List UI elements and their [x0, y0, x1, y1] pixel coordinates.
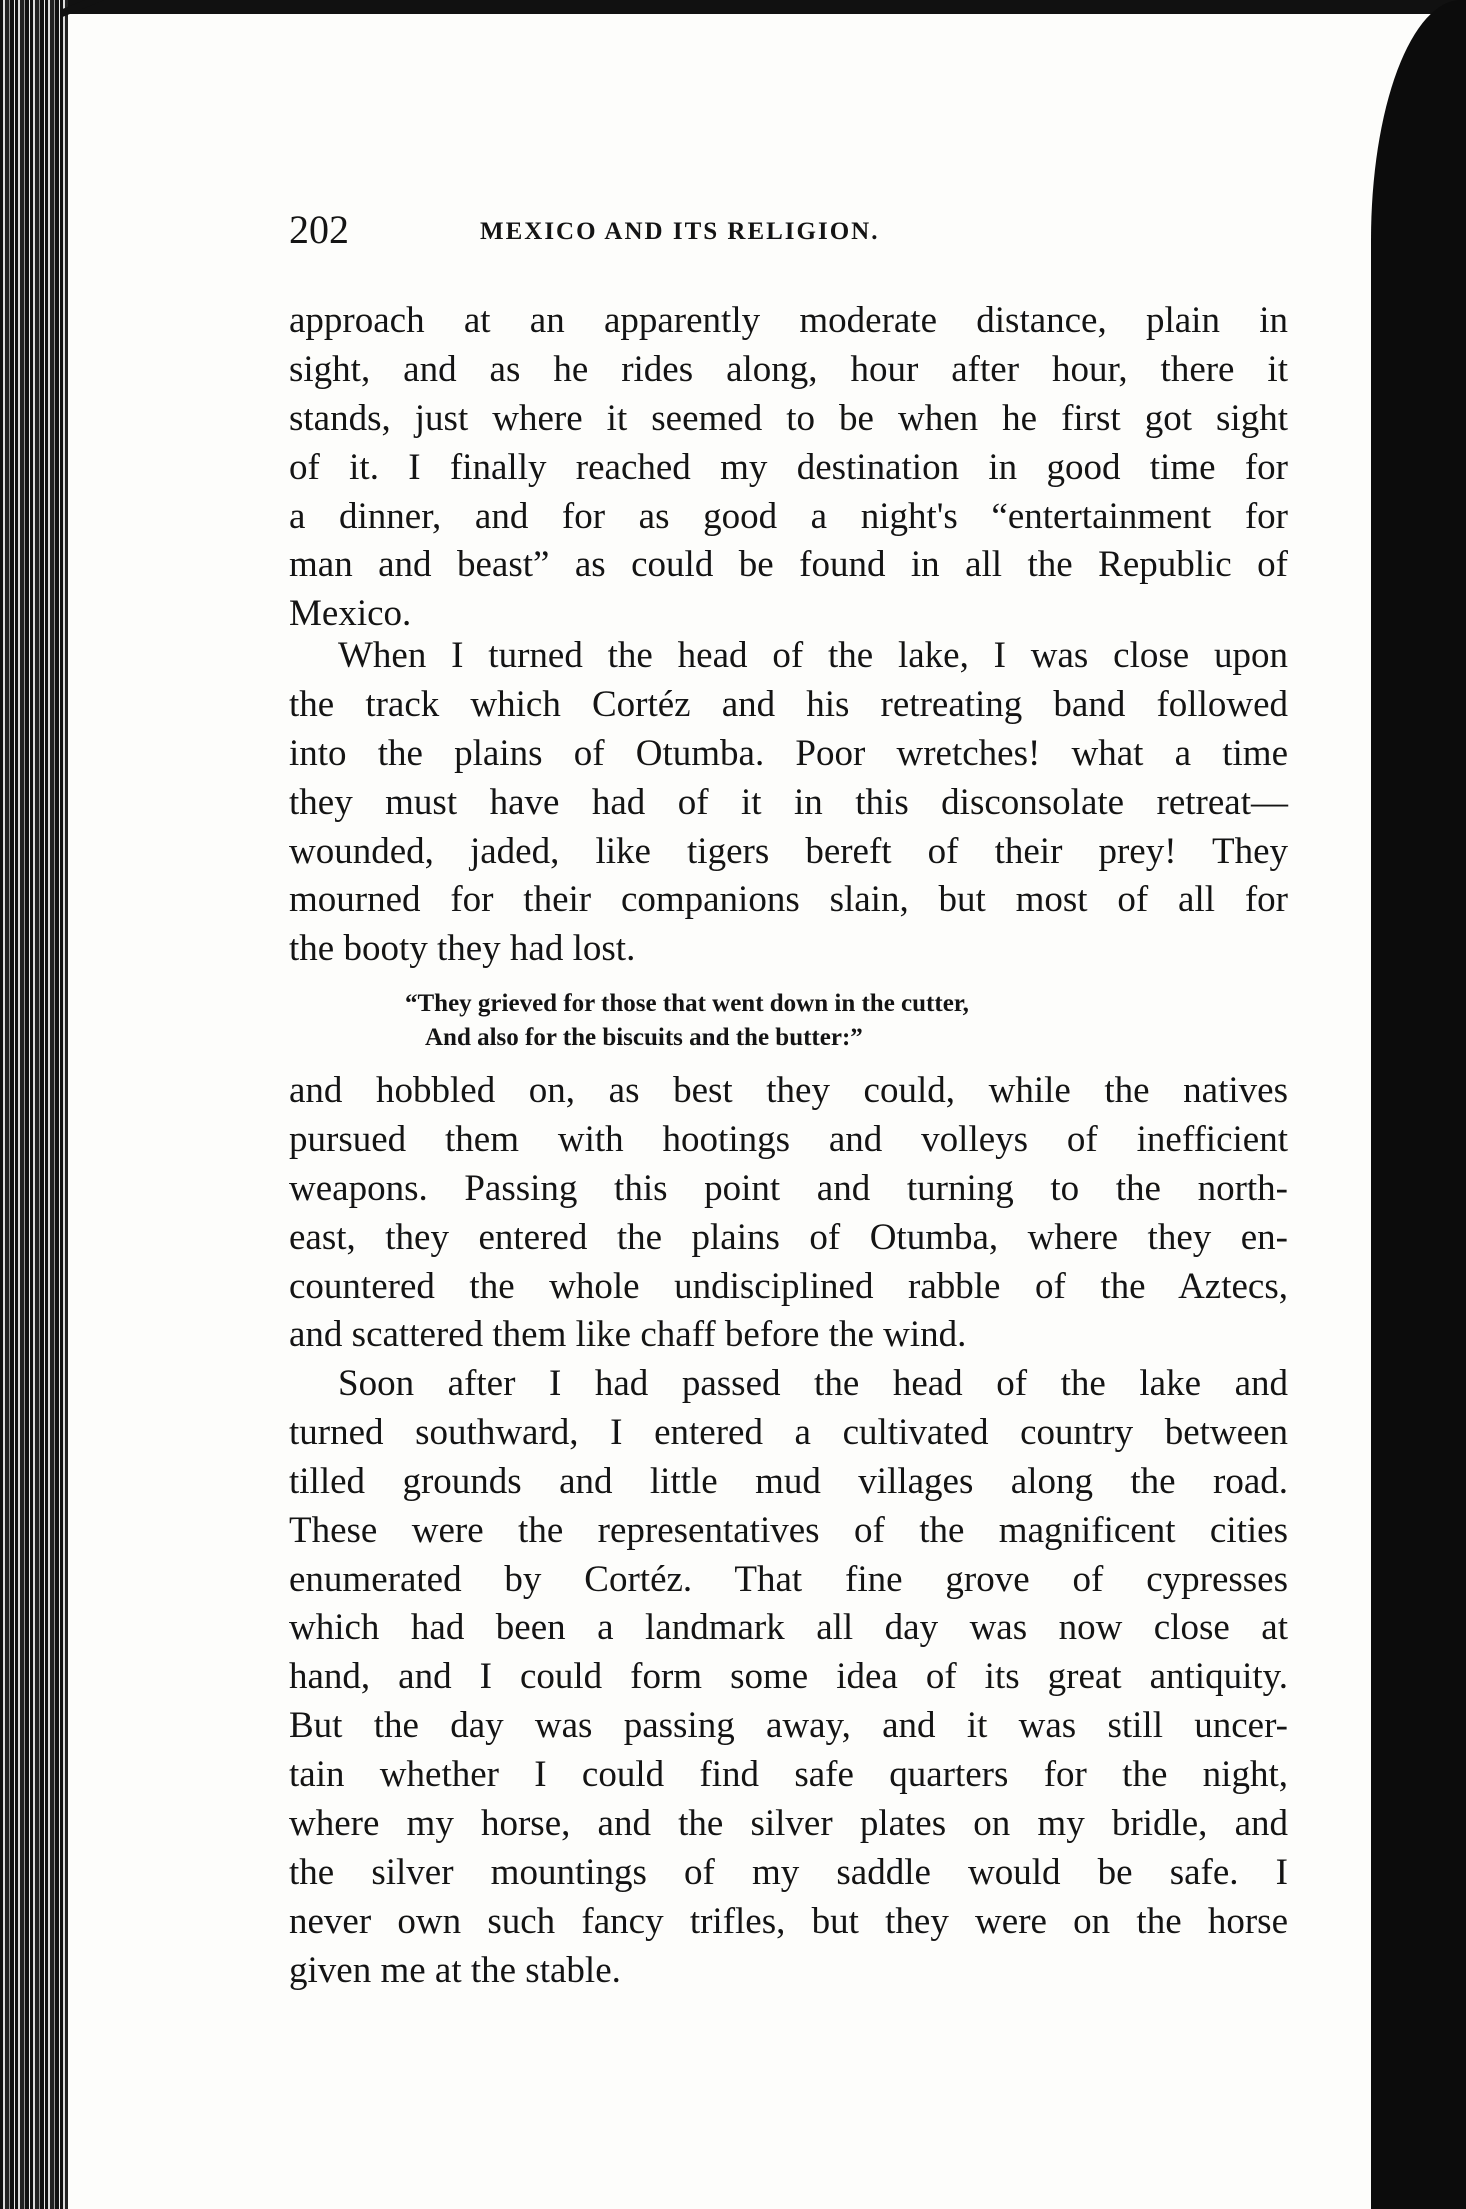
scan-top-edge	[0, 0, 1466, 14]
text-line: sight, and as he rides along, hour after hour, there it	[289, 348, 1288, 390]
text-line: man and beast” as could be found in all the Republic of	[289, 544, 1288, 586]
text-line: hand, and I could form some idea of its great antiquity.	[289, 1656, 1288, 1698]
text-line: tain whether I could find safe quarters for the night,	[289, 1754, 1288, 1796]
text-line: Soon after I had passed the head of the lake and	[338, 1363, 1288, 1404]
paragraph-2	[289, 632, 1288, 974]
text-line: of it. I finally reached my destination in good time for	[289, 446, 1288, 488]
text-line: wounded, jaded, like tigers bereft of their prey! They	[289, 830, 1288, 872]
verse-line: “They grieved for those that went down in the cutter,	[405, 990, 969, 1017]
page-corner-fold	[60, 0, 170, 88]
text-line: the silver mountings of my saddle would be safe. I	[289, 1851, 1288, 1893]
text-line: These were the representatives of the magnificent cities	[289, 1509, 1288, 1551]
text-line: enumerated by Cortéz. That fine grove of cypresses	[289, 1558, 1288, 1600]
text-line: turned southward, I entered a cultivated country between	[289, 1411, 1288, 1453]
text-line: east, they entered the plains of Otumba, where they en-	[289, 1216, 1288, 1258]
running-title: MEXICO AND ITS RELIGION.	[480, 218, 880, 245]
text-line: and hobbled on, as best they could, while the natives	[289, 1070, 1288, 1111]
text-line: But the day was passing away, and it was still uncer-	[289, 1705, 1288, 1747]
text-line: into the plains of Otumba. Poor wretches! what a time	[289, 732, 1288, 774]
text-line: the track which Cortéz and his retreating band followed	[289, 683, 1288, 725]
paragraph-3	[289, 1067, 1288, 1360]
page-number: 202	[289, 207, 349, 252]
text-line: where my horse, and the silver plates on my bridle, and	[289, 1803, 1288, 1845]
text-line: stands, just where it seemed to be when he first got sight	[289, 397, 1288, 439]
text-line: weapons. Passing this point and turning to the north-	[289, 1167, 1288, 1209]
quoted-verse	[405, 987, 969, 1055]
text-line: When I turned the head of the lake, I was close upon	[338, 635, 1288, 676]
text-line: and scattered them like chaff before the wind.	[289, 1314, 967, 1356]
text-line: which had been a landmark all day was now close at	[289, 1607, 1288, 1649]
text-line: approach at an apparently moderate distance, plain in	[289, 300, 1288, 341]
text-line: countered the whole undisciplined rabble of the Aztecs,	[289, 1265, 1288, 1307]
text-line: Mexico.	[289, 593, 412, 635]
running-header	[289, 206, 1289, 256]
book-binding-edge	[0, 0, 68, 2209]
paragraph-1	[289, 297, 1288, 639]
text-line: mourned for their companions slain, but most of all for	[289, 879, 1288, 921]
verse-line: And also for the biscuits and the butter:”	[425, 1024, 863, 1051]
paragraph-4	[289, 1360, 1288, 1996]
text-line: never own such fancy trifles, but they were on the horse	[289, 1900, 1288, 1942]
text-line: tilled grounds and little mud villages along the road.	[289, 1460, 1288, 1502]
text-line: they must have had of it in this disconsolate retreat—	[289, 781, 1288, 823]
text-line: a dinner, and for as good a night's “entertainment for	[289, 495, 1288, 537]
text-line: pursued them with hootings and volleys of inefficient	[289, 1118, 1288, 1160]
text-line: given me at the stable.	[289, 1949, 621, 1991]
scan-right-edge	[1371, 0, 1466, 2209]
text-line: the booty they had lost.	[289, 928, 636, 970]
